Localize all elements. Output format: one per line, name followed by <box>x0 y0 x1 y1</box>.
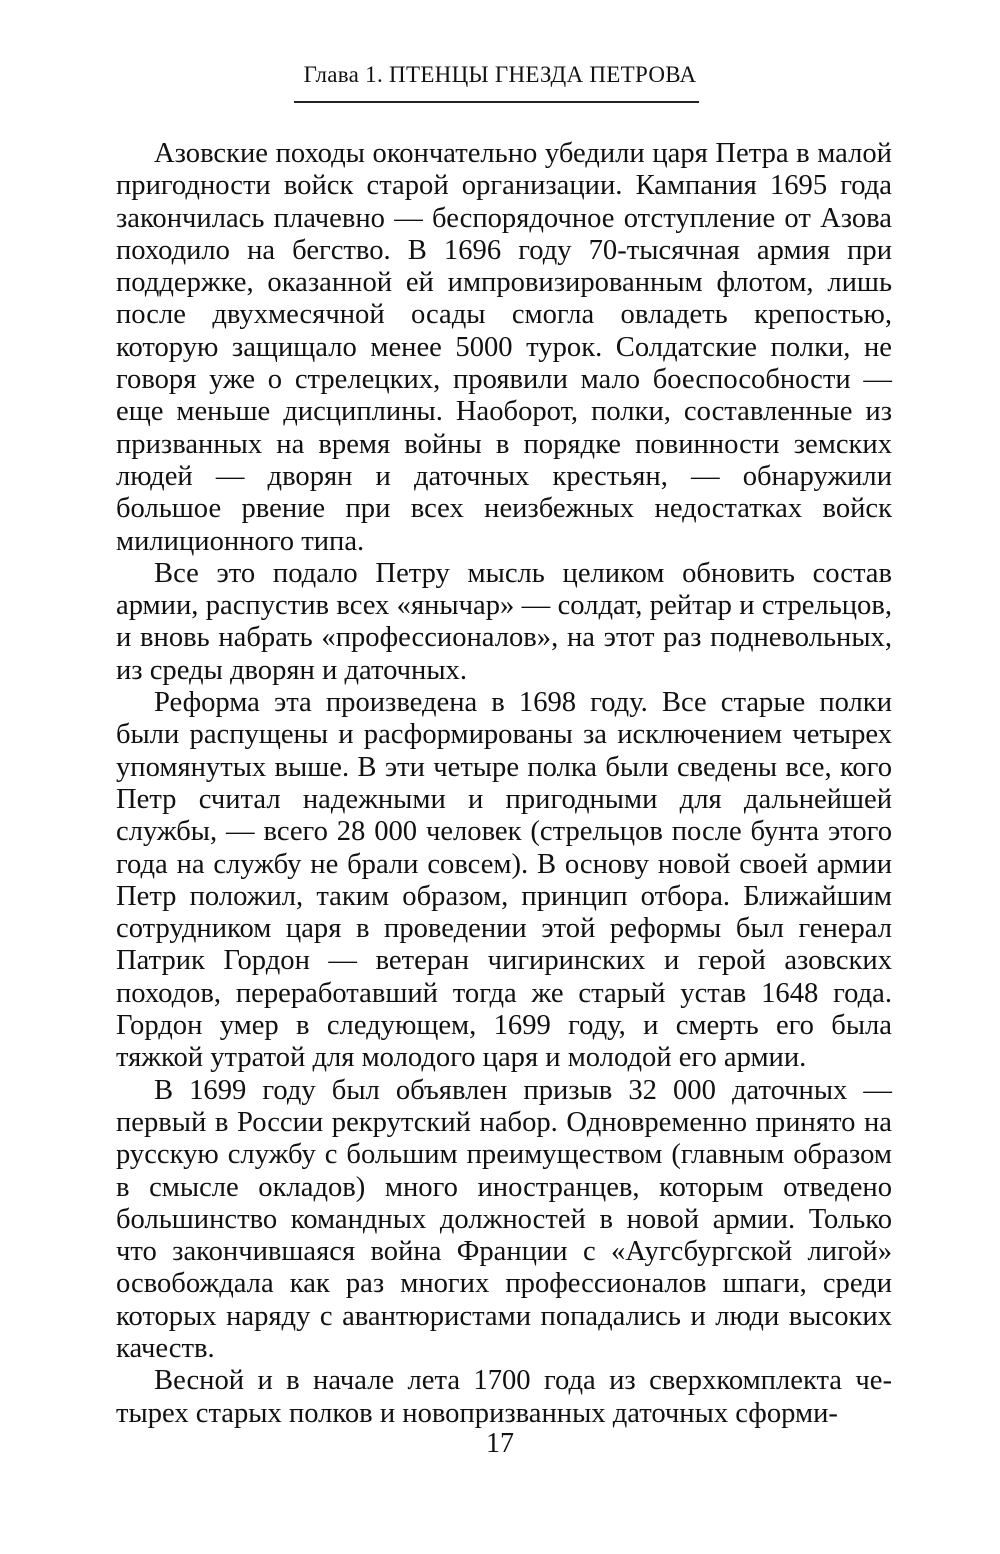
page-number: 17 <box>486 1428 514 1459</box>
paragraph: В 1699 году был объявлен призыв 32 000 даточных — первый в России рекрутский набор. Одновременно принято на русскую службу с большим преимуществом (главным образом в смысле окладов) много иностранцев, которым отведено большинство командных должностей в новой армии. Только что закончившаяся война Франции с «Аугсбургской лигой» освобождала как раз многих профессионалов шпаги, среди которых наряду с авантюристами попадались и люди высоких качеств. <box>116 1074 892 1364</box>
paragraph: Весной и в начале лета 1700 года из сверхкомплекта четырех старых полков и новопризванных даточных сформи- <box>116 1365 892 1429</box>
paragraph: Реформа эта произведена в 1698 году. Все старые полки были распущены и расформированы за исключением четырех упомянутых выше. В эти четыре полка были сведены все, кого Петр считал надежными и пригодными для дальнейшей службы, — всего 28 000 человек (стрельцов после бунта этого года на службу не брали совсем). В основу новой своей армии Петр положил, таким образом, принцип отбора. Ближайшим сотрудником царя в проведении этой реформы был генерал Патрик Гордон — ветеран чигиринских и герой азовских походов, переработавший тогда же старый устав 1648 года. Гордон умер в следующем, 1699 году, и смерть его была тяжкой утратой для молодого царя и молодой его армии. <box>116 687 892 1074</box>
body-text <box>116 138 892 1430</box>
running-head: Глава 1. ПТЕНЦЫ ГНЕЗДА ПЕТРОВА <box>303 62 697 87</box>
paragraph: Все это подало Петру мысль целиком обновить состав армии, распустив всех «янычар» — солдат, рейтар и стрельцов, и вновь набрать «профессионалов», на этот раз подневольных, из среды дворян и даточных. <box>116 557 892 686</box>
paragraph: Азовские походы окончательно убедили царя Петра в малой пригодности войск старой организации. Кампания 1695 года закончилась плачевно — беспорядочное отступление от Азова походило на бегство. В 1696 году 70-тысячная армия при поддержке, оказанной ей импровизированным флотом, лишь после двухмесячной осады смогла овладеть крепостью, которую защищало менее 5000 турок. Солдатские полки, не говоря уже о стрелецких, проявили мало боеспособности — еще меньше дисциплины. Наоборот, полки, составленные из призванных на время войны в порядке повинности земских людей — дворян и даточных крестьян, — обнаружили большое рвение при всех неизбежных недостатках войск милиционного типа. <box>116 138 892 557</box>
header-rule <box>294 101 699 103</box>
